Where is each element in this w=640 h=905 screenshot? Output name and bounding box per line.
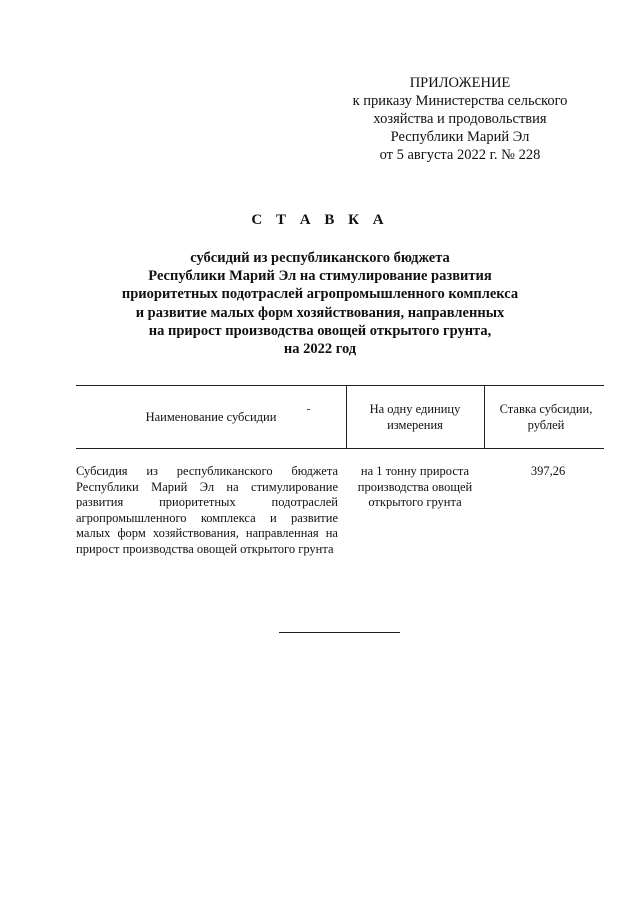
row-subsidy-name: Субсидия из республиканского бюджета Республики Марий Эл на стимулирование развития приоритетных подотраслей агропромышленного комплекса и развитие малых форм хозяйствования, направленная на прирост производства овощей открытого грунта [76,464,338,556]
appendix-line-date: от 5 августа 2022 г. № 228 [379,147,541,163]
column-divider [346,385,347,448]
header-subsidy-name: Наименование субсидии [145,409,277,424]
subtitle-line-4: и развитие малых форм хозяйствования, направленных [135,304,505,321]
row-rate: 397,26 [530,464,566,478]
document-subtitle [0,249,640,358]
document-title: С Т А В К А [251,212,389,228]
subtitle-line-6: на 2022 год [283,341,357,358]
appendix-block [340,74,580,164]
row-unit: на 1 тонну прироста производства овощей открытого грунта [357,464,473,509]
table-header-rule [76,448,604,449]
column-divider [484,385,485,448]
appendix-line-order: к приказу Министерства сельского [352,93,568,109]
subtitle-line-3: приоритетных подотраслей агропромышленного комплекса [121,286,519,303]
appendix-line-republic: Республики Марий Эл [390,129,530,145]
subtitle-line-5: на прирост производства овощей открытого грунта, [148,322,492,339]
header-rate: Ставка субсидии, рублей [499,401,593,432]
subtitle-line-1: субсидий из республиканского бюджета [190,250,450,266]
appendix-line-ministry: хозяйства и продовольствия [373,111,547,127]
appendix-label: ПРИЛОЖЕНИЕ [409,75,511,91]
closing-rule [279,632,400,633]
subtitle-line-2: Республики Марий Эл на стимулирование развития [148,268,492,285]
header-unit: На одну единицу измерения [369,401,461,432]
